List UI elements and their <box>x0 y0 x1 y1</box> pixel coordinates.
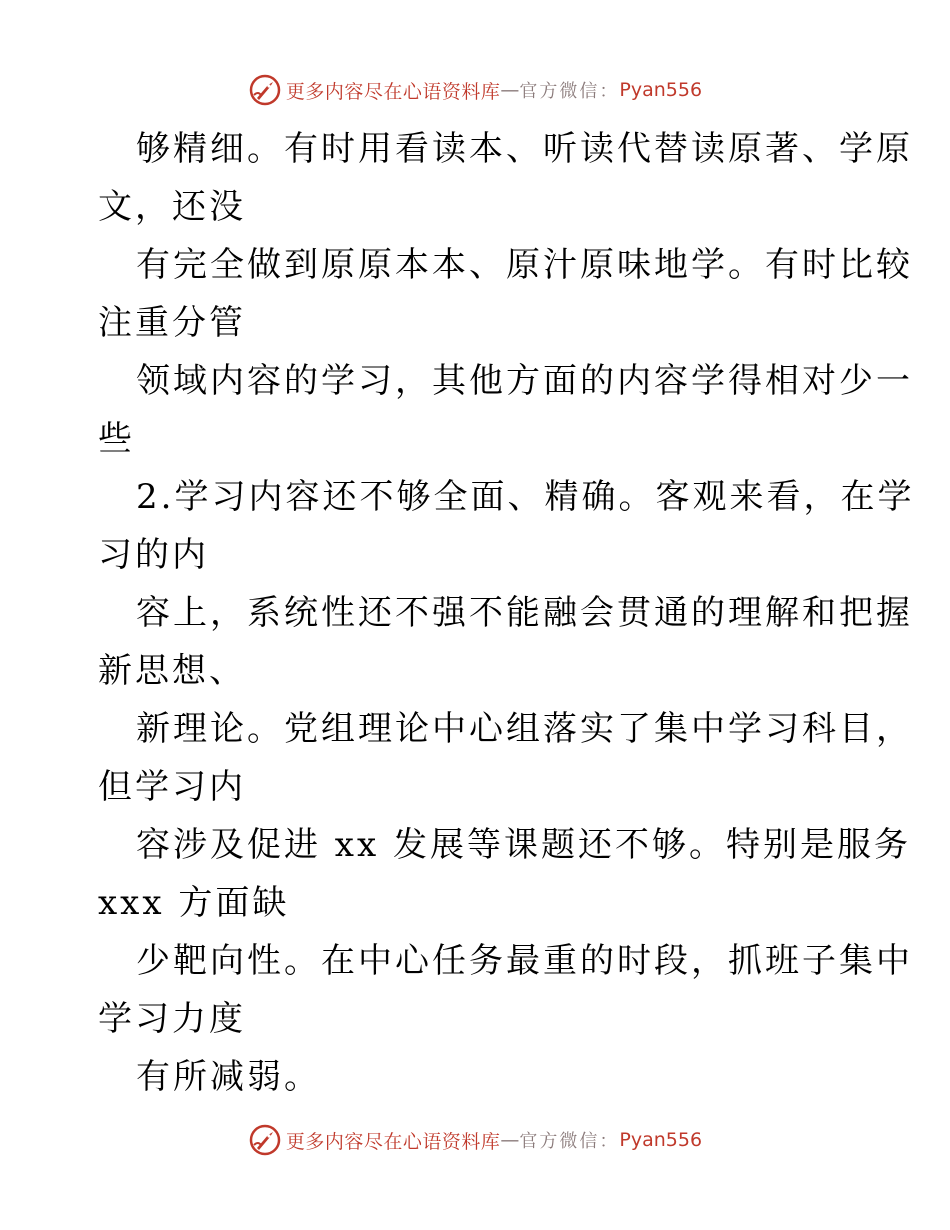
header-brand-text: 更多内容尽在心语资料库 <box>285 80 501 103</box>
body-line: xxx 方面缺 <box>98 883 290 923</box>
body-line: 领域内容的学习，其他方面的内容学得相对少一 <box>136 361 913 401</box>
body-line: 2.学习内容还不够全面、精确。客观来看，在学 <box>136 477 915 517</box>
header-wechat-label: 官方微信： <box>519 81 620 102</box>
body-line: 有完全做到原原本本、原汁原味地学。有时比较 <box>136 245 913 285</box>
body-line: 些 <box>98 419 135 459</box>
footer-dash: — <box>500 1129 520 1151</box>
body-line: 习的内 <box>98 535 209 575</box>
header-banner <box>0 70 950 110</box>
body-line: 新思想、 <box>98 651 246 691</box>
document-body <box>98 120 915 1106</box>
footer-wechat-id: Pyan556 <box>619 1129 703 1151</box>
header-dash: — <box>500 79 520 101</box>
body-line: 少靶向性。在中心任务最重的时段，抓班子集中 <box>136 941 913 981</box>
body-line: 够精细。有时用看读本、听读代替读原著、学原 <box>136 129 913 169</box>
body-line: 学习力度 <box>98 999 246 1039</box>
footer-brand-text: 更多内容尽在心语资料库 <box>285 1130 501 1153</box>
header-wechat-id: Pyan556 <box>619 79 703 101</box>
pen-nib-circle-icon <box>248 1123 282 1157</box>
body-line: 新理论。党组理论中心组落实了集中学习科目， <box>136 709 913 749</box>
body-line: 容上，系统性还不强不能融会贯通的理解和把握 <box>136 593 913 633</box>
footer-wechat-label: 官方微信： <box>519 1131 620 1152</box>
body-line: 文，还没 <box>98 187 246 227</box>
body-line: 容涉及促进 xx 发展等课题还不够。特别是服务 <box>136 825 911 865</box>
body-line: 但学习内 <box>98 767 246 807</box>
body-line: 注重分管 <box>98 303 246 343</box>
body-line: 有所减弱。 <box>136 1057 321 1097</box>
pen-nib-circle-icon <box>248 73 282 107</box>
footer-banner <box>0 1120 950 1160</box>
